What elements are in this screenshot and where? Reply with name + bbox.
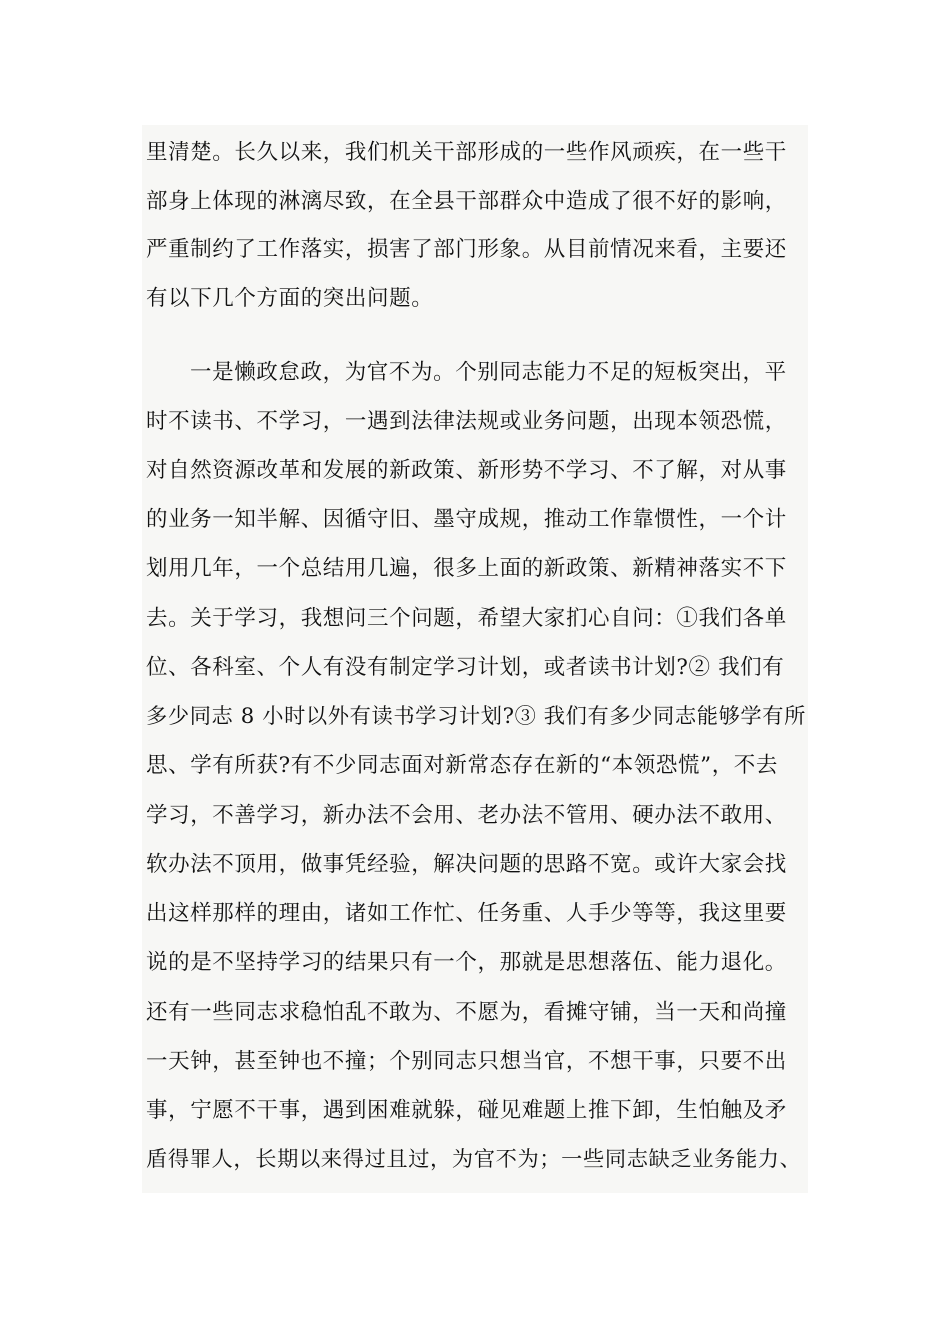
paragraph-2-line-16: 事，宁愿不干事，遇到困难就躲，碰见难题上推下卸，生怕触及矛 (146, 1098, 787, 1123)
paragraph-2-line-8: 多少同志 8 小时以外有读书学习计划?③ 我们有多少同志能够学有所 (146, 704, 806, 729)
paragraph-2-line-6: 去。关于学习，我想问三个问题，希望大家扪心自问：①我们各单 (146, 606, 787, 631)
paragraph-2-line-1: 一是懒政怠政，为官不为。个别同志能力不足的短板突出，平 (190, 360, 787, 385)
paragraph-1-line-4: 有以下几个方面的突出问题。 (146, 286, 434, 311)
paragraph-1-line-2: 部身上体现的淋漓尽致，在全县干部群众中造成了很不好的影响， (146, 189, 787, 214)
paragraph-2-line-12: 出这样那样的理由，诸如工作忙、任务重、人手少等等，我这里要 (146, 901, 787, 926)
paragraph-2-line-9: 思、学有所获?有不少同志面对新常态存在新的“本领恐慌”，不去 (146, 753, 779, 778)
paragraph-2-line-2: 时不读书、不学习，一遇到法律法规或业务问题，出现本领恐慌， (146, 409, 787, 434)
paragraph-2-line-11: 软办法不顶用，做事凭经验，解决问题的思路不宽。或许大家会找 (146, 852, 787, 877)
paragraph-2-line-13: 说的是不坚持学习的结果只有一个，那就是思想落伍、能力退化。 (146, 950, 787, 975)
paragraph-2-line-14: 还有一些同志求稳怕乱不敢为、不愿为，看摊守铺，当一天和尚撞 (146, 1000, 787, 1025)
paragraph-2-line-5: 划用几年，一个总结用几遍，很多上面的新政策、新精神落实不下 (146, 556, 787, 581)
paragraph-2-line-10: 学习，不善学习，新办法不会用、老办法不管用、硬办法不敢用、 (146, 803, 787, 828)
paragraph-2-line-7: 位、各科室、个人有没有制定学习计划，或者读书计划?② 我们有 (146, 655, 785, 680)
paragraph-2-line-17: 盾得罪人，长期以来得过且过，为官不为；一些同志缺乏业务能力、 (146, 1147, 802, 1172)
paragraph-1-line-1: 里清楚。长久以来，我们机关干部形成的一些作风顽疾，在一些干 (146, 140, 787, 165)
paragraph-2-line-3: 对自然资源改革和发展的新政策、新形势不学习、不了解，对从事 (146, 458, 787, 483)
paragraph-1-line-3: 严重制约了工作落实，损害了部门形象。从目前情况来看，主要还 (146, 237, 787, 262)
paragraph-2-line-4: 的业务一知半解、因循守旧、墨守成规，推动工作靠惯性，一个计 (146, 507, 787, 532)
paragraph-2-line-15: 一天钟，甚至钟也不撞；个别同志只想当官，不想干事，只要不出 (146, 1049, 787, 1074)
